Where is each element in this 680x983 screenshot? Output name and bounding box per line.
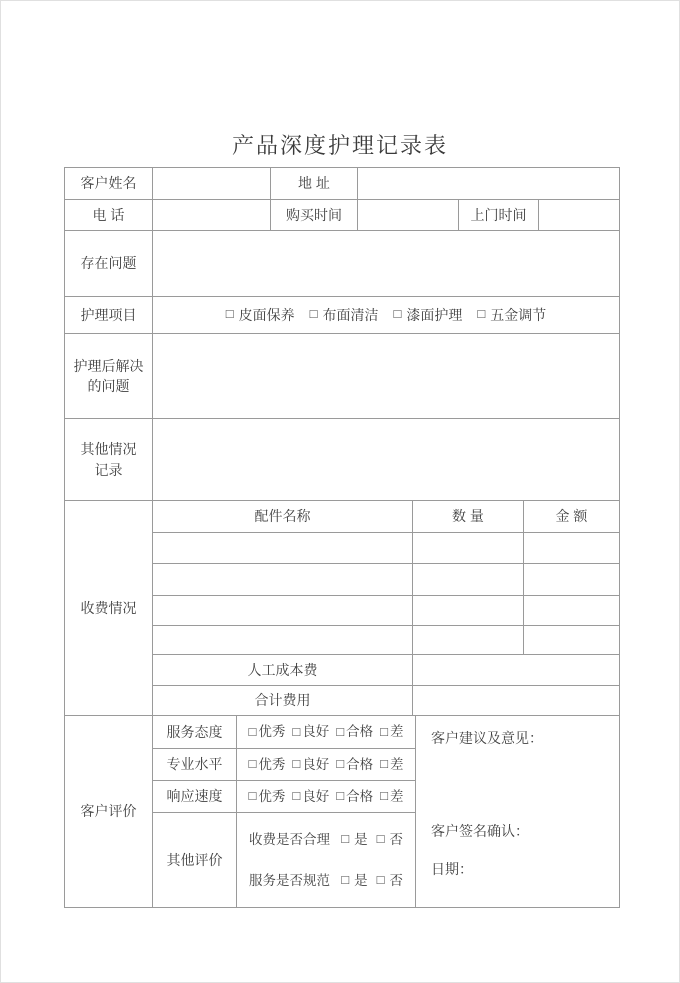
option-label: 是 bbox=[354, 831, 368, 847]
purchase-time-input[interactable] bbox=[358, 200, 459, 231]
label-line: 护理后解决 bbox=[73, 357, 144, 374]
checkbox-icon: □ bbox=[336, 723, 345, 739]
option-label: 合格 bbox=[346, 756, 374, 772]
label-line: 其他情况 bbox=[80, 441, 137, 458]
checkbox-icon: □ bbox=[341, 831, 350, 846]
existing-problems-label: 存在问题 bbox=[65, 231, 153, 297]
checkbox-option-excellent[interactable] bbox=[249, 755, 286, 775]
option-label: 优秀 bbox=[258, 724, 286, 740]
solved-problems-input[interactable] bbox=[153, 334, 619, 419]
checkbox-option-poor[interactable] bbox=[380, 722, 403, 742]
criterion-professional-level: 专业水平 bbox=[153, 749, 237, 781]
accessory-name-cell[interactable] bbox=[153, 596, 413, 626]
care-items-label: 护理项目 bbox=[65, 297, 153, 334]
checkbox-icon: □ bbox=[380, 788, 388, 803]
other-evaluation-content bbox=[237, 813, 416, 907]
quantity-cell[interactable] bbox=[413, 564, 524, 596]
checkbox-icon: □ bbox=[341, 872, 350, 887]
label-line: 记录 bbox=[94, 461, 123, 478]
contact-info-section bbox=[65, 168, 619, 231]
checkbox-option-leather-care[interactable] bbox=[226, 305, 295, 325]
option-label: 布面清洁 bbox=[322, 306, 379, 323]
option-label: 五金调节 bbox=[490, 306, 547, 323]
existing-problems-input[interactable] bbox=[153, 231, 619, 297]
option-label: 良好 bbox=[302, 788, 330, 804]
service-attitude-ratings bbox=[237, 716, 416, 749]
checkbox-option-excellent[interactable] bbox=[249, 722, 286, 742]
quantity-cell[interactable] bbox=[413, 626, 524, 655]
service-standard-yesno bbox=[341, 871, 403, 891]
accessory-name-cell[interactable] bbox=[153, 564, 413, 596]
checkbox-icon: □ bbox=[248, 756, 257, 771]
fees-section bbox=[65, 501, 619, 716]
suggestions-label: 客户建议及意见： bbox=[431, 730, 543, 746]
checkbox-icon: □ bbox=[477, 306, 486, 322]
checkbox-option-no[interactable] bbox=[377, 830, 403, 850]
quantity-cell[interactable] bbox=[413, 596, 524, 626]
checkbox-option-good[interactable] bbox=[292, 787, 329, 807]
amount-header: 金 额 bbox=[524, 501, 619, 533]
visit-time-input[interactable] bbox=[539, 200, 619, 231]
visit-time-label: 上门时间 bbox=[459, 200, 539, 231]
service-standard-label: 服务是否规范 bbox=[249, 872, 330, 888]
option-label: 差 bbox=[389, 756, 404, 772]
checkbox-icon: □ bbox=[309, 306, 318, 322]
date-label: 日期： bbox=[431, 861, 473, 877]
option-label: 否 bbox=[389, 872, 403, 888]
checkbox-option-hardware-adjust[interactable] bbox=[477, 305, 546, 325]
purchase-time-label: 购买时间 bbox=[271, 200, 358, 231]
page-title: 产品深度护理记录表 bbox=[231, 133, 448, 158]
checkbox-icon: □ bbox=[292, 788, 301, 803]
label-line: 的问题 bbox=[87, 378, 130, 394]
service-standard-row bbox=[249, 871, 403, 891]
response-speed-ratings bbox=[237, 781, 416, 813]
checkbox-icon: □ bbox=[336, 788, 345, 803]
care-items-options bbox=[153, 297, 619, 334]
criterion-response-speed: 响应速度 bbox=[153, 781, 237, 813]
address-input[interactable] bbox=[358, 168, 619, 200]
total-cost-input[interactable] bbox=[413, 686, 619, 716]
checkbox-icon: □ bbox=[248, 723, 257, 739]
option-label: 良好 bbox=[302, 756, 330, 772]
option-label: 是 bbox=[354, 872, 368, 888]
evaluation-section-label: 客户评价 bbox=[65, 716, 153, 907]
amount-cell[interactable] bbox=[524, 596, 619, 626]
other-records-input[interactable] bbox=[153, 419, 619, 501]
option-label: 优秀 bbox=[258, 756, 286, 772]
option-label: 否 bbox=[389, 831, 403, 847]
checkbox-option-yes[interactable] bbox=[341, 830, 367, 850]
checkbox-option-poor[interactable] bbox=[380, 755, 403, 775]
customer-name-label: 客户姓名 bbox=[65, 168, 153, 200]
checkbox-option-no[interactable] bbox=[377, 871, 403, 891]
customer-name-input[interactable] bbox=[153, 168, 271, 200]
suggestions-signature-area[interactable] bbox=[416, 716, 619, 907]
checkbox-icon: □ bbox=[380, 723, 388, 739]
other-evaluation-label: 其他评价 bbox=[153, 813, 237, 907]
accessory-name-cell[interactable] bbox=[153, 533, 413, 564]
professional-level-ratings bbox=[237, 749, 416, 781]
checkbox-option-qualified[interactable] bbox=[336, 722, 373, 742]
phone-input[interactable] bbox=[153, 200, 271, 231]
phone-label: 电 话 bbox=[65, 200, 153, 231]
checkbox-option-fabric-clean[interactable] bbox=[310, 305, 379, 325]
checkbox-icon: □ bbox=[376, 831, 385, 846]
other-records-label bbox=[65, 419, 153, 501]
total-cost-label: 合计费用 bbox=[153, 686, 413, 716]
option-label: 皮面保养 bbox=[238, 306, 295, 323]
criterion-service-attitude: 服务态度 bbox=[153, 716, 237, 749]
option-label: 合格 bbox=[346, 788, 374, 804]
checkbox-option-good[interactable] bbox=[292, 722, 329, 742]
option-label: 漆面护理 bbox=[406, 306, 463, 323]
checkbox-icon: □ bbox=[292, 756, 301, 771]
signature-label: 客户签名确认： bbox=[431, 823, 529, 839]
checkbox-option-paint-care[interactable] bbox=[394, 305, 463, 325]
fee-reasonable-label: 收费是否合理 bbox=[249, 831, 330, 847]
checkbox-icon: □ bbox=[248, 788, 257, 803]
option-label: 良好 bbox=[302, 724, 330, 740]
fee-reasonable-yesno bbox=[341, 830, 403, 850]
option-label: 差 bbox=[389, 724, 404, 740]
problems-section bbox=[65, 231, 619, 501]
quantity-cell[interactable] bbox=[413, 533, 524, 564]
amount-cell[interactable] bbox=[524, 533, 619, 564]
checkbox-option-qualified[interactable] bbox=[336, 787, 373, 807]
accessory-name-cell[interactable] bbox=[153, 626, 413, 655]
quantity-header: 数 量 bbox=[413, 501, 524, 533]
checkbox-option-poor[interactable] bbox=[380, 787, 403, 807]
solved-problems-label bbox=[65, 334, 153, 419]
amount-cell[interactable] bbox=[524, 626, 619, 655]
labor-cost-label: 人工成本费 bbox=[153, 655, 413, 686]
checkbox-option-excellent[interactable] bbox=[249, 787, 286, 807]
checkbox-icon: □ bbox=[225, 306, 234, 322]
checkbox-option-good[interactable] bbox=[292, 755, 329, 775]
amount-cell[interactable] bbox=[524, 564, 619, 596]
option-label: 差 bbox=[389, 788, 404, 804]
fees-section-label: 收费情况 bbox=[65, 501, 153, 716]
checkbox-icon: □ bbox=[380, 756, 388, 771]
address-label: 地 址 bbox=[271, 168, 358, 200]
checkbox-option-qualified[interactable] bbox=[336, 755, 373, 775]
fee-reasonable-row bbox=[249, 830, 403, 850]
care-record-form bbox=[64, 167, 620, 908]
checkbox-icon: □ bbox=[292, 723, 301, 739]
accessory-name-header: 配件名称 bbox=[153, 501, 413, 533]
checkbox-icon: □ bbox=[376, 872, 385, 887]
option-label: 合格 bbox=[346, 724, 374, 740]
checkbox-icon: □ bbox=[393, 306, 402, 322]
checkbox-icon: □ bbox=[336, 756, 345, 771]
evaluation-section bbox=[65, 716, 619, 907]
labor-cost-input[interactable] bbox=[413, 655, 619, 686]
option-label: 优秀 bbox=[258, 788, 286, 804]
checkbox-option-yes[interactable] bbox=[341, 871, 367, 891]
